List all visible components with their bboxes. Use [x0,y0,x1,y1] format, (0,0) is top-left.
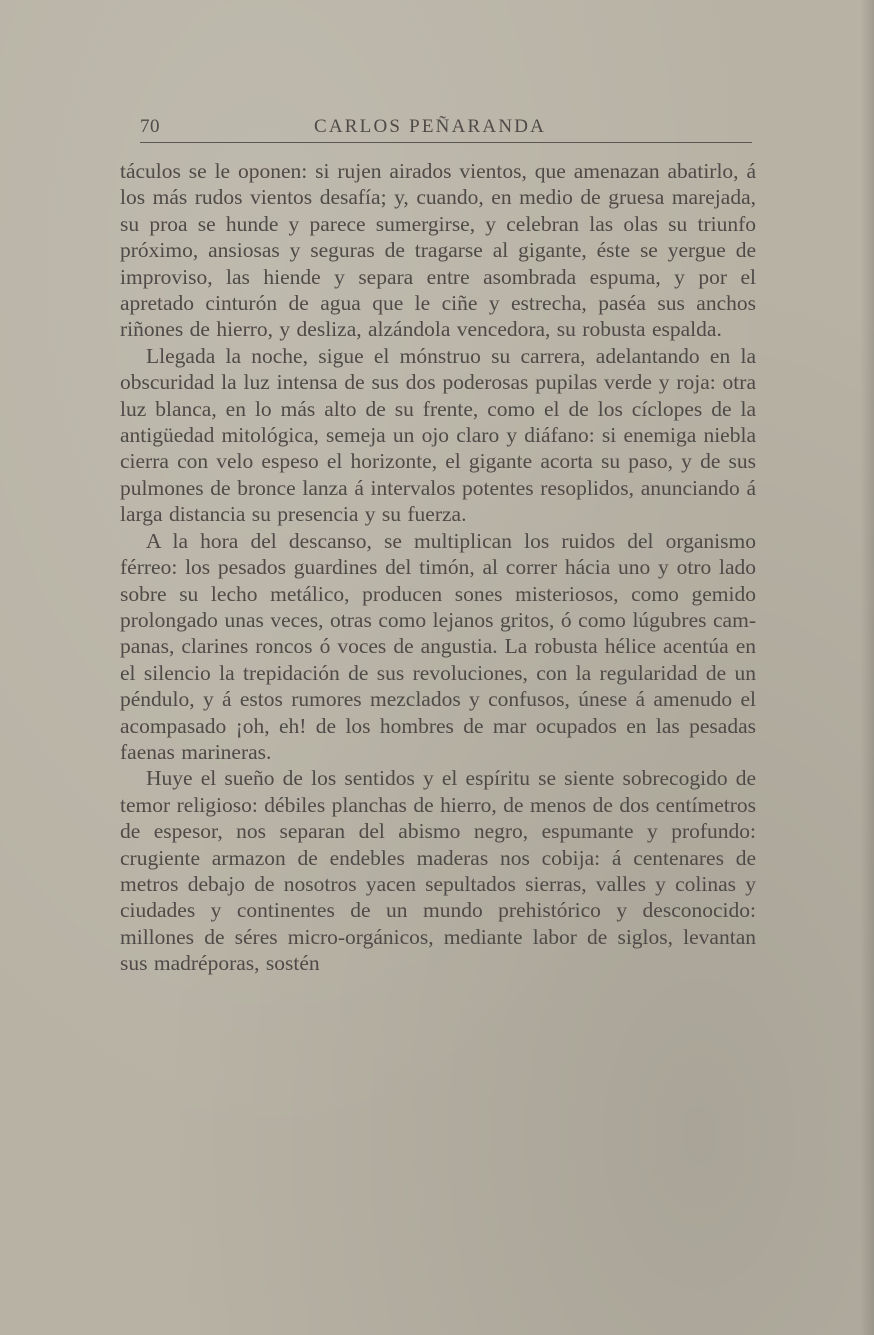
body-text [120,158,756,977]
paragraph-3: A la hora del descanso, se multiplican los ruidos del organismo férreo: los pesados guardines del timón, al correr hácia uno y otro lado sobre su lecho metálico, producen sones misteriosos, como gemido prolongado unas veces, otras como lejanos gritos, ó como lúgubres campanas, clarines roncos ó voces de angustia. La robusta hélice acentúa en el silencio la trepidación de sus revoluciones, con la regularidad de un péndulo, y á estos rumores mezclados y confusos, únese á amenudo el acompasado ¡oh, eh! de los hombres de mar ocupados en las pesadas faenas marineras. [120,528,756,764]
paragraph-2: Llegada la noche, sigue el mónstruo su carrera, adelantando en la obscuridad la luz intensa de sus dos poderosas pupilas verde y roja: otra luz blanca, en lo más alto de su frente, como el de los cíclopes de la antigüedad mitológica, semeja un ojo claro y diáfano: si enemiga niebla cierra con velo espeso el horizonte, el gigante acorta su paso, y de sus pulmones de bronce lanza á intervalos potentes resoplidos, anunciando á larga distancia su presencia y su fuerza. [120,343,756,527]
paragraph-4: Huye el sueño de los sentidos y el espíritu se siente sobrecogido de temor religioso: débiles planchas de hierro, de menos de dos centímetros de espesor, nos separan del abismo negro, espumante y profundo: crugiente armazon de endebles maderas nos cobija: á centenares de metros debajo de nosotros yacen sepultados sierras, valles y colinas y ciudades y continentes de un mundo prehistórico y desconocido: millones de séres micro-orgánicos, mediante labor de siglos, levantan sus madréporas, sostén [120,766,756,976]
running-head: CARLOS PEÑARANDA [314,116,547,137]
paragraph-1: táculos se le oponen: si rujen airados vientos, que amenazan abatirlo, á los más rudos vientos desafía; y, cuando, en medio de gruesa marejada, su proa se hunde y parece sumergirse, y celebran las olas su triunfo próximo, ansiosas y seguras de tragarse al gigante, éste se yergue de improviso, las hiende y separa entre asombrada espuma, y por el apretado cinturón de agua que le ciñe y estrecha, paséa sus anchos riñones de hierro, y desliza, alzándola vencedora, su robusta espalda. [120,159,756,342]
page-header [140,116,752,143]
page-number: 70 [140,116,160,137]
page-edge-shadow [860,0,874,1335]
